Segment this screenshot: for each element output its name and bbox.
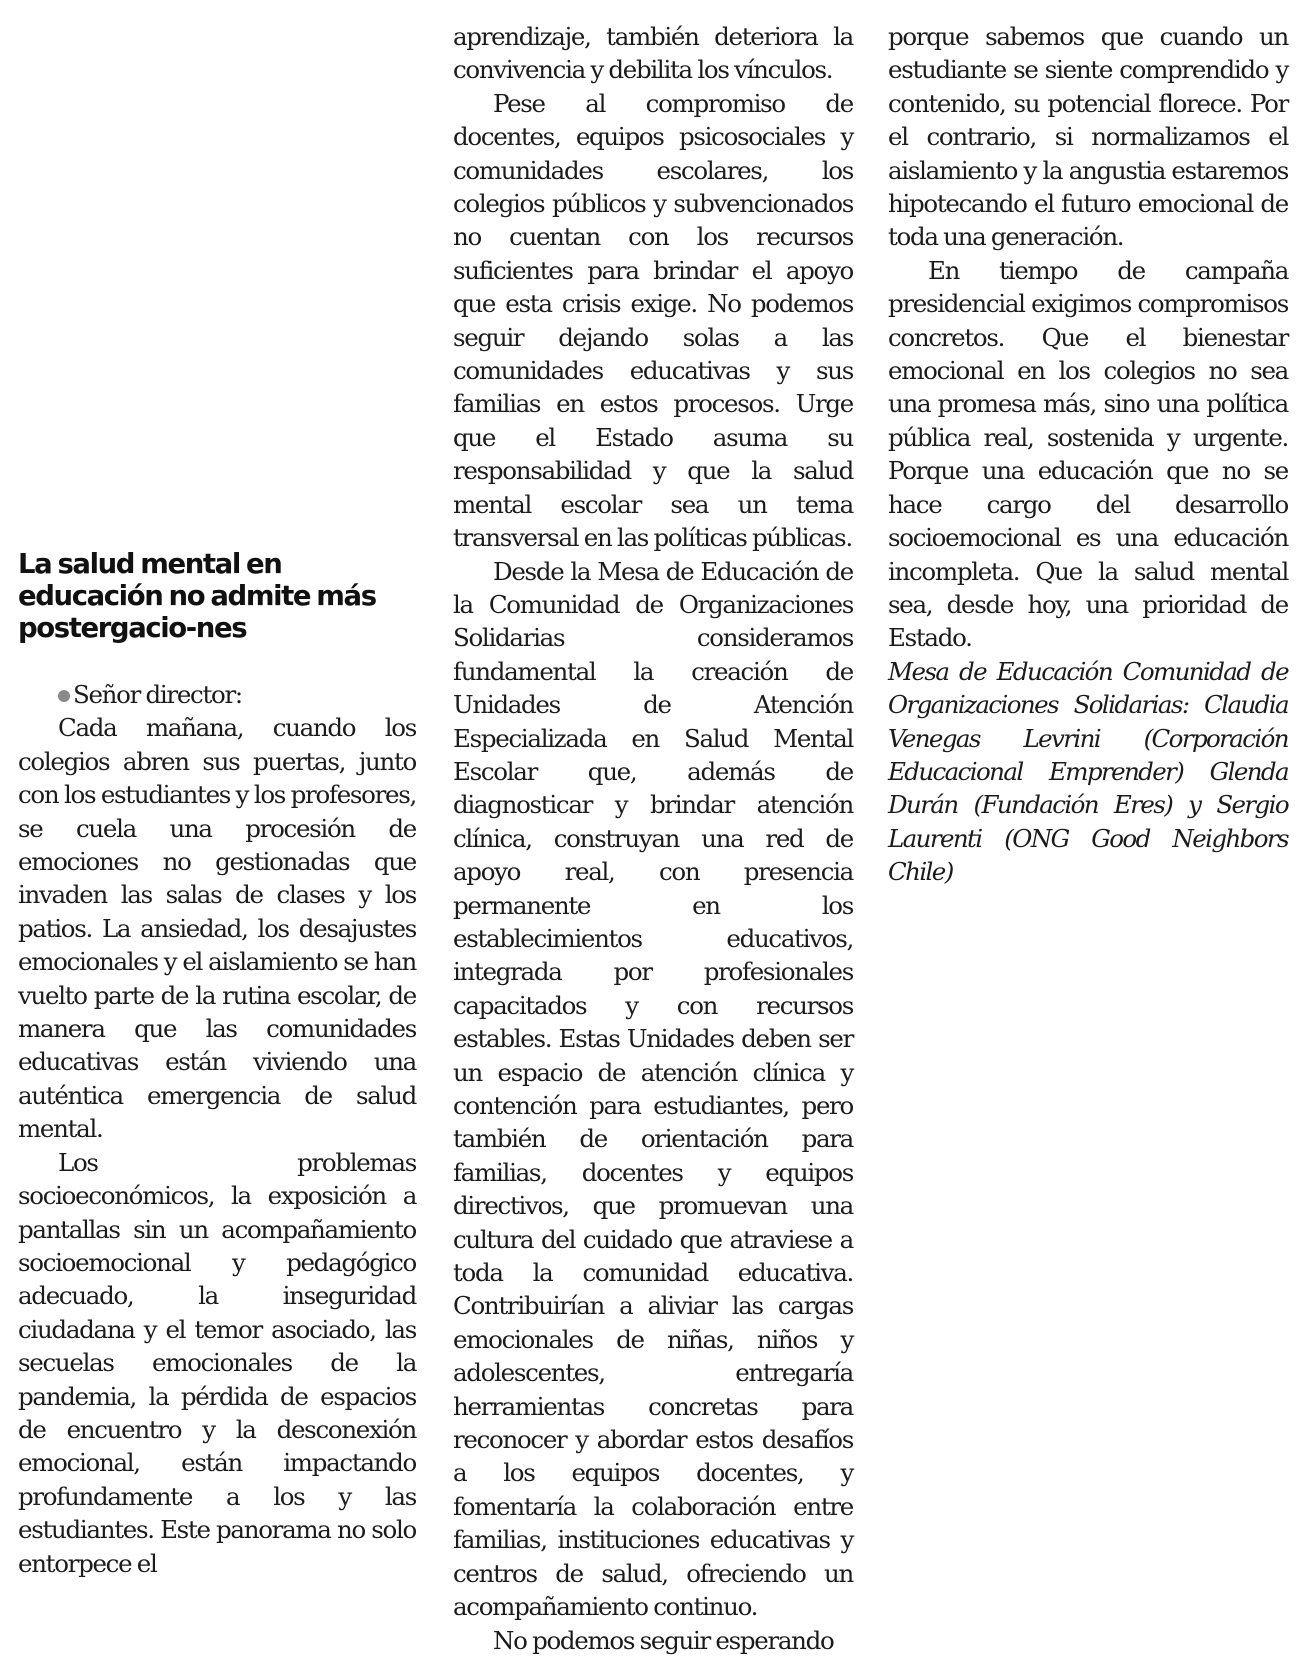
- signature: Mesa de Educación Comunidad de Organizaciones Solidarias: Claudia Venegas Levrini (Corporación Educacional Emprender) Glenda Durán (Fundación Eres) y Sergio Laurenti (ONG Good Neighbors Chile): [888, 656, 1288, 887]
- column-middle: [453, 20, 853, 1657]
- paragraph-continuation: porque sabemos que cuando un estudiante se siente comprendido y contenido, su potencial florece. Por el contrario, si normalizamos el aislamiento y la angustia estaremos hipotecando el futuro emocional de toda una generación.: [888, 22, 1288, 252]
- paragraph: Pese al compromiso de docentes, equipos psicosociales y comunidades escolares, los colegios públicos y subvencionados no cuentan con los recursos suficientes para brindar el apoyo que esta crisis exige. No podemos seguir dejando solas a las comunidades educativas y sus familias en estos procesos. Urge que el Estado asuma su responsabilidad y que la salud mental escolar sea un tema transversal en las políticas públicas.: [453, 88, 853, 553]
- headline: La salud mental en educación no admite más postergacio-nes: [18, 548, 376, 644]
- paragraph-continuation: aprendizaje, también deteriora la convivencia y debilita los vínculos.: [453, 22, 853, 85]
- paragraph: Los problemas socioeconómicos, la exposición a pantallas sin un acompañamiento socioemocional y pedagógico adecuado, la inseguridad ciudadana y el temor asociado, las secuelas emocionales de la pandemia, la pérdida de espacios de encuentro y la desconexión emocional, están impactando profundamente a los y las estudiantes. Este panorama no solo entorpece el: [18, 1147, 416, 1578]
- bullet-icon: [58, 690, 70, 702]
- paragraph: No podemos seguir esperando: [493, 1625, 834, 1655]
- paragraph: Cada mañana, cuando los colegios abren sus puertas, junto con los estudiantes y los profesores, se cuela una procesión de emociones no gestionadas que invaden las salas de clases y los patios. La ansiedad, los desajustes emocionales y el aislamiento se han vuelto parte de la rutina escolar, de manera que las comunidades educativas están viviendo una auténtica emergencia de salud mental.: [18, 713, 416, 1144]
- paragraph: En tiempo de campaña presidencial exigimos compromisos concretos. Que el bienestar emocional en los colegios no sea una promesa más, sino una política pública real, sostenida y urgente. Porque una educación que no se hace cargo del desarrollo socioemocional es una educación incompleta. Que la salud mental sea, desde hoy, una prioridad de Estado.: [888, 255, 1288, 653]
- salutation: [18, 678, 416, 711]
- salutation-text: Señor director:: [73, 680, 242, 709]
- paragraph: Desde la Mesa de Educación de la Comunidad de Organizaciones Solidarias consideramos fundamental la creación de Unidades de Atención Especializada en Salud Mental Escolar que, además de diagnosticar y brindar atención clínica, construyan una red de apoyo real, con presencia permanente en los establecimientos educativos, integrada por profesionales capacitados y con recursos estables. Estas Unidades deben ser un espacio de atención clínica y contención para estudiantes, pero también de orientación para familias, docentes y equipos directivos, que promuevan una cultura del cuidado que atraviese a toda la comunidad educativa. Contribuirían a aliviar las cargas emocionales de niñas, niños y adolescentes, entregaría herramientas concretas para reconocer y abordar estos desafíos a los equipos docentes, y fomentaría la colaboración entre familias, instituciones educativas y centros de salud, ofreciendo un acompañamiento continuo.: [453, 556, 853, 1622]
- column-left: [18, 548, 416, 1580]
- column-right: [888, 20, 1288, 889]
